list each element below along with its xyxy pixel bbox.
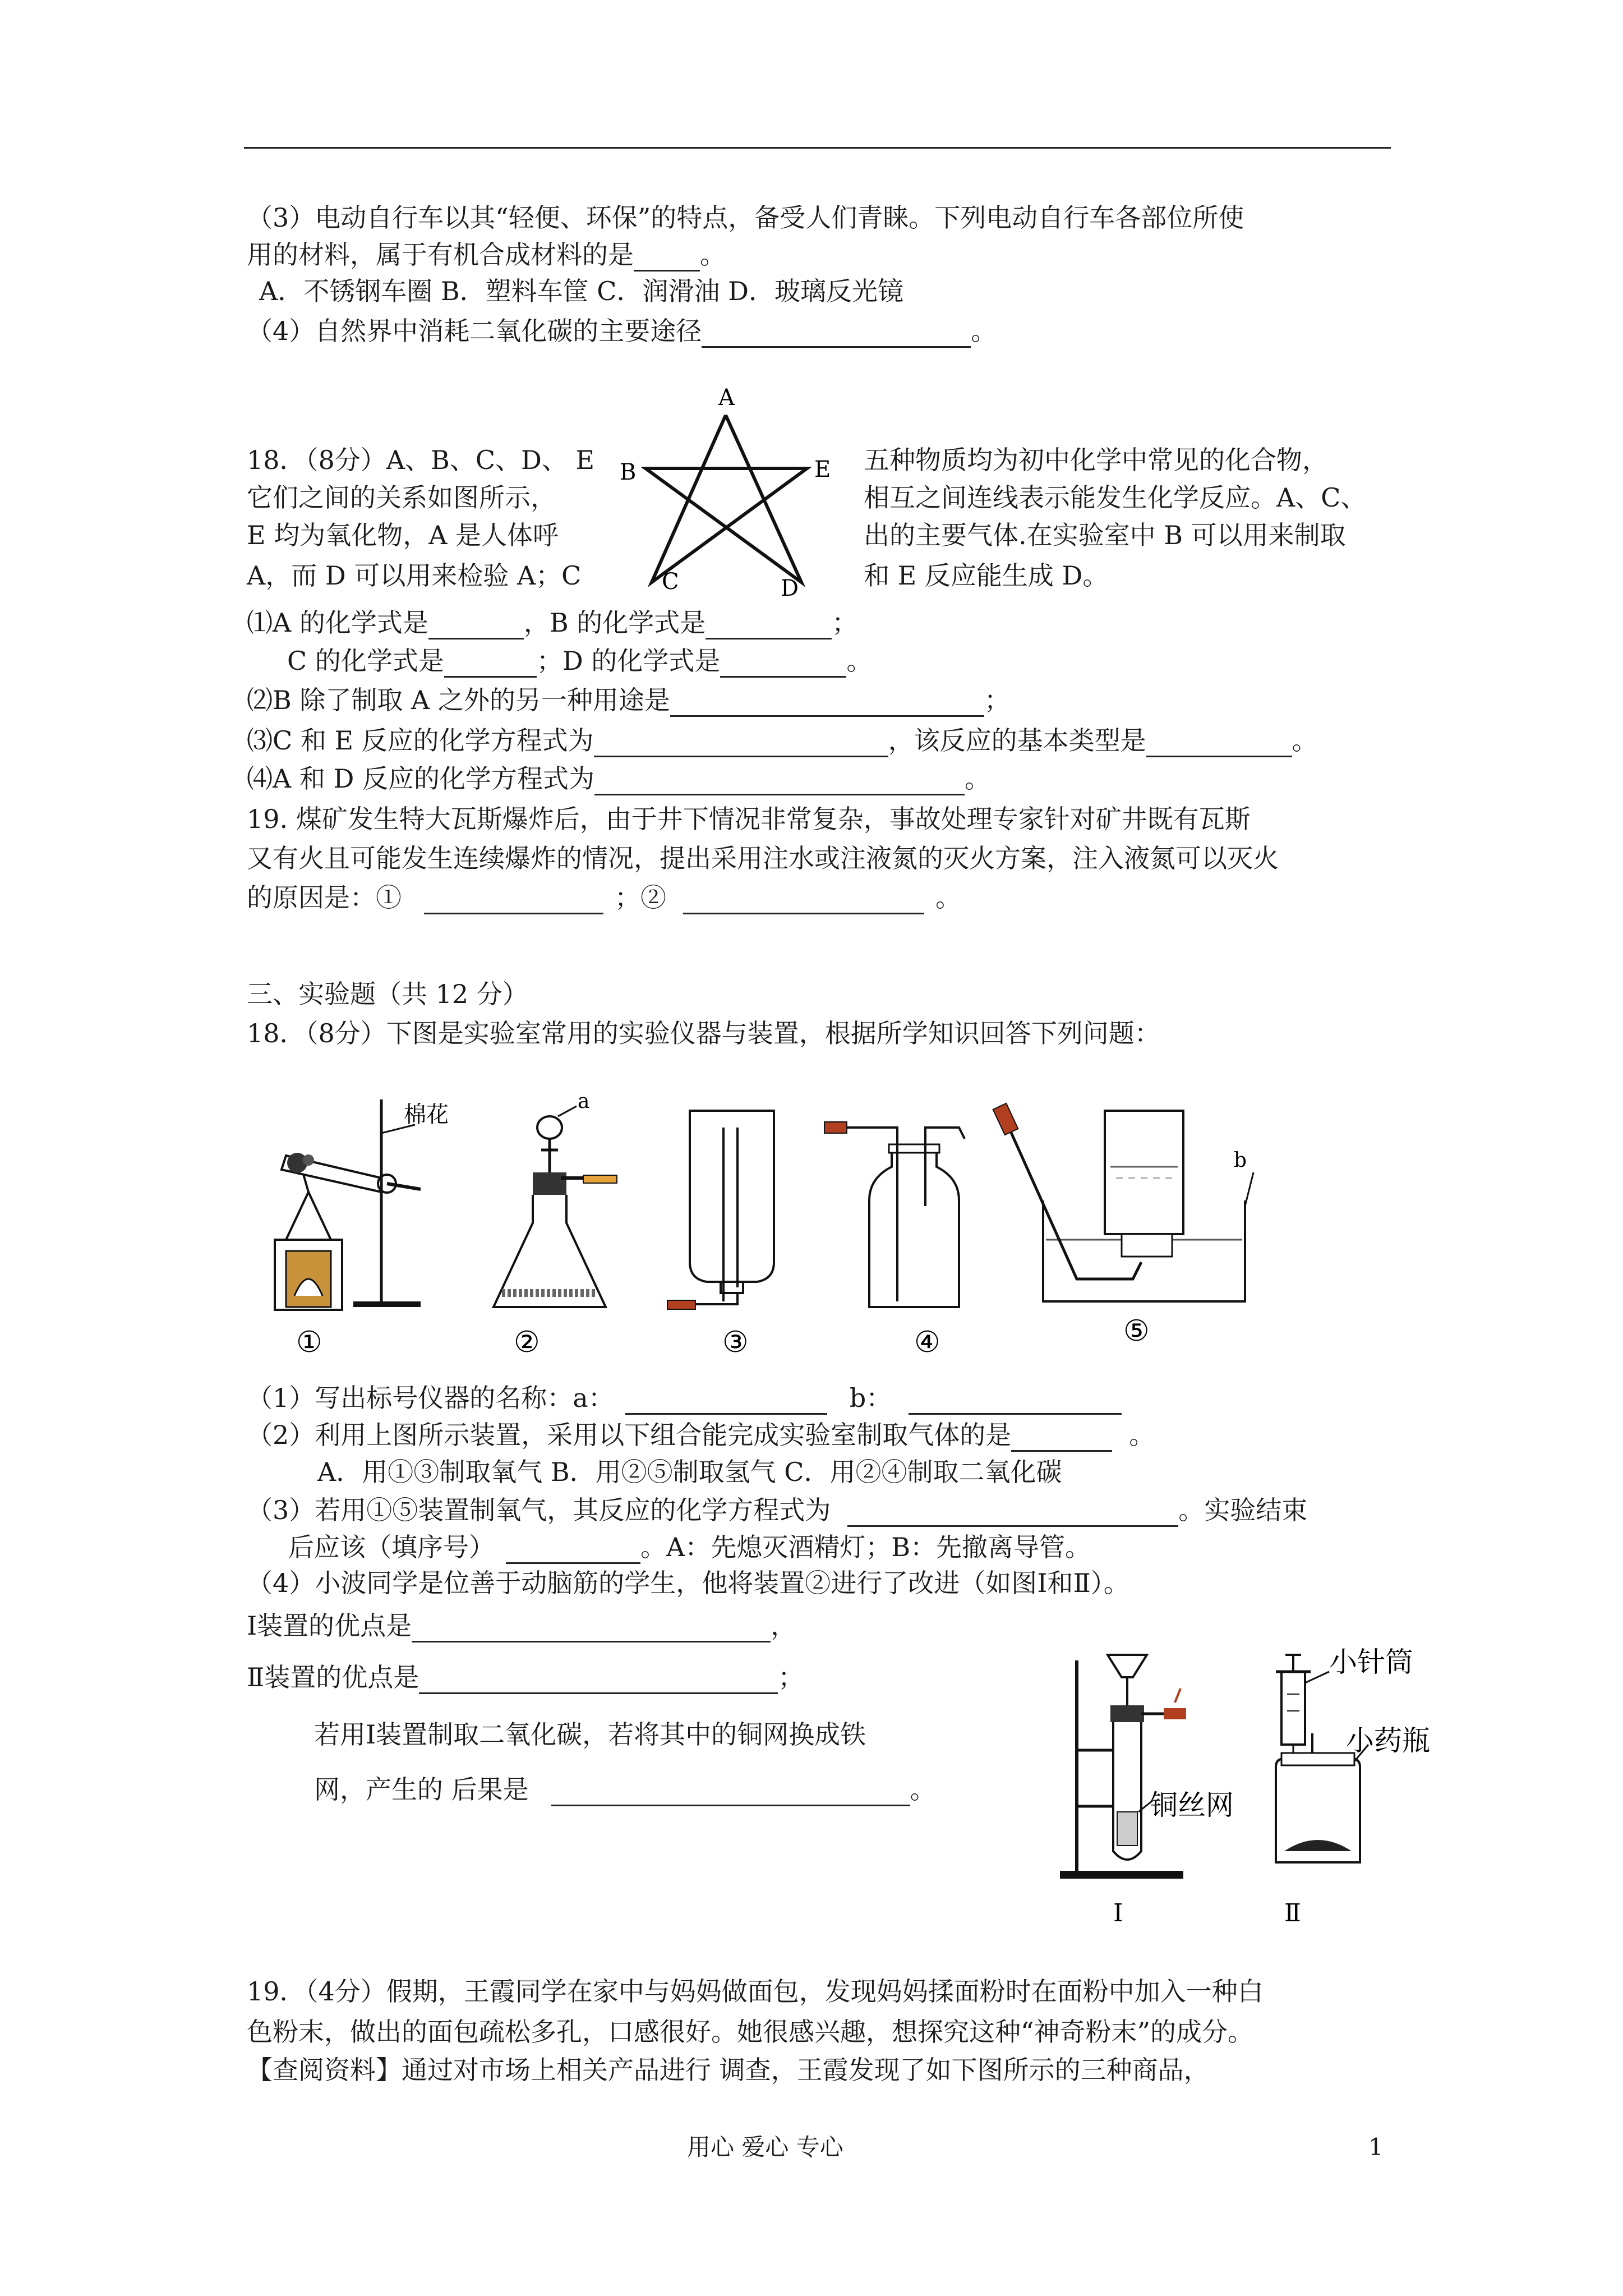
q18-sub2: ⑵B 除了制取 A 之外的另一种用途是 ； (247, 683, 1010, 717)
label-I: Ⅰ (1113, 1899, 1123, 1927)
label-II: Ⅱ (1284, 1899, 1301, 1927)
bottle-label: 小药瓶 (1346, 1724, 1430, 1757)
answer-blank[interactable] (551, 1777, 910, 1806)
q18-sub4: ⑷A 和 D 反应的化学方程式为 。 (247, 762, 990, 795)
s3-part1: （1）写出标号仪器的名称：a： b： (247, 1381, 1122, 1415)
apparatus-I (1060, 1655, 1234, 1927)
q19b-line2: 色粉末，做出的面包疏松多孔，口感很好。她很感兴趣，想探究这种“神奇粉末”的成分。 (247, 2017, 1254, 2047)
star-label-b: B (620, 459, 637, 485)
q18-right-line2: 相互之间连线表示能发生化学反应。A、C、 (864, 482, 1367, 513)
q19a-line3: 的原因是：① ；② 。 (247, 881, 961, 914)
answer-blank[interactable] (412, 1613, 771, 1642)
s3-adv1: Ⅰ装置的优点是 ， (247, 1609, 796, 1642)
apparatus-5 (993, 1103, 1253, 1348)
star-lines (645, 415, 807, 582)
q18-left-line1: 18．（8分）A、B、C、D、 E (247, 445, 595, 475)
answer-blank[interactable] (419, 1664, 778, 1694)
apparatus-figure (269, 1094, 1256, 1369)
q17-part4: （4）自然界中消耗二氧化碳的主要途径 。 (247, 314, 997, 348)
q17-part3-line2: 用的材料，属于有机合成材料的是 。 (247, 238, 726, 272)
answer-blank[interactable] (444, 648, 537, 678)
q19b-line1: 19．（4分）假期，王霞同学在家中与妈妈做面包，发现妈妈揉面粉时在面粉中加入一种白 (247, 1976, 1264, 2007)
q18-left-line4: A，而 D 可以用来检验 A；C (247, 560, 582, 591)
syringe-label: 小针筒 (1329, 1646, 1413, 1678)
q18-sub1-line1: ⑴A 的化学式是 ，B 的化学式是 ； (247, 606, 857, 639)
answer-blank[interactable] (847, 1497, 1178, 1527)
q17-part3-text: 用的材料，属于有机合成材料的是 (247, 240, 634, 270)
apparatus-1 (275, 1099, 449, 1359)
improved-apparatus-figure (1054, 1638, 1481, 1930)
section3-q18-intro: 18．（8分）下图是实验室常用的实验仪器与装置，根据所学知识回答下列问题： (247, 1018, 1160, 1048)
answer-blank[interactable] (424, 885, 603, 914)
s3-iron-line2: 网，产生的 后果是 。 (314, 1773, 936, 1806)
label-n3: ③ (722, 1326, 749, 1359)
mesh-label: 铜丝网 (1150, 1789, 1234, 1821)
answer-blank[interactable] (720, 648, 846, 678)
answer-blank[interactable] (909, 1385, 1122, 1415)
star-label-a: A (718, 385, 735, 411)
star-label-d: D (781, 576, 799, 600)
q18-right-line3: 出的主要气体.在实验室中 B 可以用来制取 (864, 520, 1346, 550)
answer-blank[interactable] (1011, 1422, 1112, 1452)
label-n4: ④ (914, 1326, 940, 1359)
apparatus-3 (667, 1111, 774, 1359)
q17-part3-options: A．不锈钢车圈 B．塑料车筐 C．润滑油 D．玻璃反光镜 (259, 276, 903, 306)
apparatus-4 (824, 1122, 965, 1359)
answer-blank[interactable] (670, 687, 984, 717)
answer-blank[interactable] (702, 318, 971, 348)
label-a: a (578, 1094, 590, 1113)
q18-sub1-line2: C 的化学式是 ；D 的化学式是 。 (287, 644, 872, 678)
s3-iron-line1: 若用Ⅰ装置制取二氧化碳，若将其中的铜网换成铁 (314, 1719, 866, 1750)
answer-blank[interactable] (683, 885, 924, 914)
s3-adv2: Ⅱ装置的优点是 ； (247, 1660, 804, 1694)
s3-part3-line1: （3）若用①⑤装置制氧气，其反应的化学方程式为 。实验结束 (247, 1493, 1307, 1527)
apparatus-II (1276, 1646, 1430, 1927)
star-diagram (611, 381, 847, 600)
label-n2: ② (514, 1326, 540, 1359)
s3-part2-options: A．用①③制取氧气 B．用②⑤制取氢气 C．用②④制取二氧化碳 (317, 1457, 1062, 1487)
q19a-line2: 又有火且可能发生连续爆炸的情况，提出采用注水或注液氮的灭火方案，注入液氮可以灭火 (247, 843, 1279, 873)
label-n1: ① (296, 1326, 322, 1359)
header-rule (244, 147, 1391, 149)
answer-blank[interactable] (428, 610, 524, 639)
q19b-line3: 【查阅资料】通过对市场上相关产品进行 调查，王霞发现了如下图所示的三种商品， (247, 2055, 1210, 2085)
q17-part3-line1: （3）电动自行车以其“轻便、环保”的特点，备受人们青睐。下列电动自行车各部位所使 (247, 203, 1244, 233)
answer-blank[interactable] (594, 728, 888, 757)
answer-blank[interactable] (706, 610, 832, 639)
q19a-line1: 19. 煤矿发生特大瓦斯爆炸后，由于井下情况非常复杂，事故处理专家针对矿井既有瓦斯 (247, 804, 1251, 834)
answer-blank[interactable] (625, 1385, 827, 1415)
q18-right-line1: 五种物质均为初中化学中常见的化合物， (864, 445, 1328, 475)
answer-blank[interactable] (1146, 728, 1292, 757)
star-label-c: C (662, 569, 679, 595)
q18-sub3: ⑶C 和 E 反应的化学方程式为 ，该反应的基本类型是 。 (247, 724, 1318, 757)
s3-part4: （4）小波同学是位善于动脑筋的学生，他将装置②进行了改进（如图Ⅰ和Ⅱ）。 (247, 1568, 1129, 1598)
answer-blank[interactable] (506, 1534, 640, 1564)
label-n5: ⑤ (1123, 1314, 1150, 1348)
answer-blank[interactable] (634, 242, 700, 272)
star-label-e: E (814, 457, 831, 482)
cotton-label: 棉花 (404, 1102, 449, 1128)
q18-left-line3: E 均为氧化物，A 是人体呼 (247, 520, 559, 550)
page-number: 1 (1368, 2133, 1384, 2161)
answer-blank[interactable] (594, 766, 965, 795)
footer-motto: 用心 爱心 专心 (687, 2133, 843, 2161)
s3-part3-line2: 后应该（填序号） 。A：先熄灭酒精灯；B：先撤离导管。 (288, 1530, 1091, 1564)
s3-part2: （2）利用上图所示装置，采用以下组合能完成实验室制取气体的是 。 (247, 1418, 1155, 1452)
q18-right-line4: 和 E 反应能生成 D。 (864, 560, 1109, 591)
label-b: b (1234, 1149, 1247, 1172)
apparatus-2 (494, 1094, 617, 1359)
section3-title: 三、实验题（共 12 分） (247, 979, 528, 1009)
q18-left-line2: 它们之间的关系如图所示， (247, 482, 556, 513)
